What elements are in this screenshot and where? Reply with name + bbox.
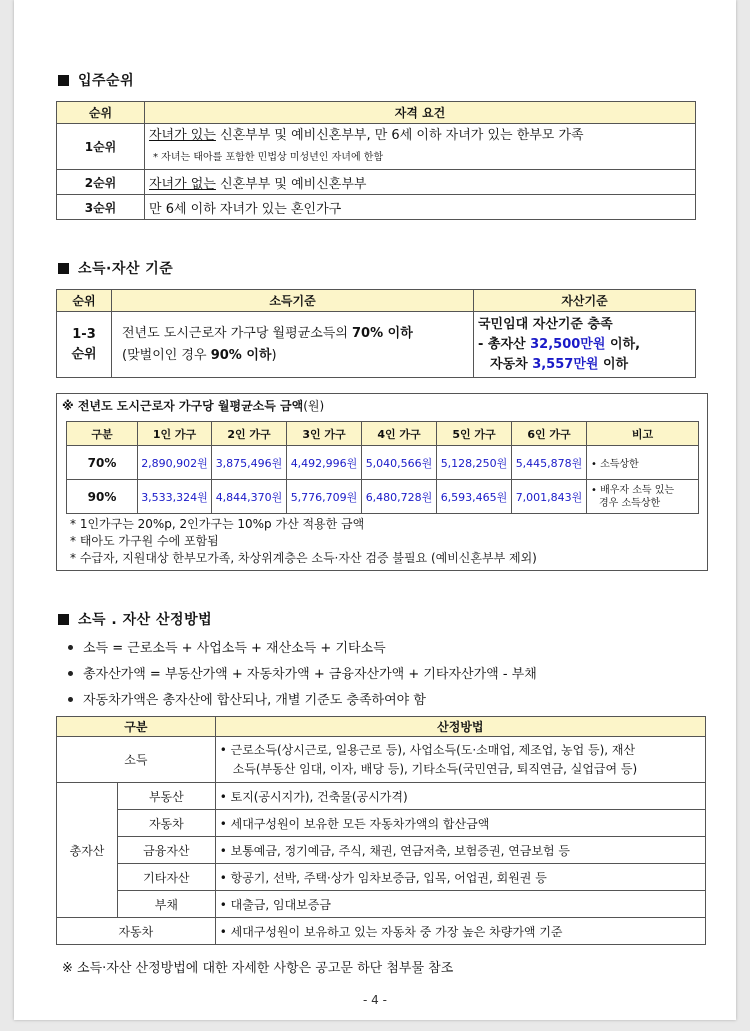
asset-amount: 3,557만원: [532, 356, 599, 372]
income-amount-cell: 5,445,878원: [512, 446, 587, 480]
rank-cell: [57, 312, 112, 378]
rank-line: 순위: [71, 346, 97, 362]
asset-amount: 32,500만원: [530, 336, 606, 352]
requirement-underline: 자녀가 없는: [149, 176, 216, 192]
asset-text: 이하,: [605, 336, 641, 352]
section-title-method: [58, 609, 212, 629]
remark-text: 경우 소득상한: [599, 497, 661, 509]
category-cell: 금융자산: [118, 837, 216, 864]
table-row: [57, 891, 706, 918]
table-row: [67, 480, 699, 514]
rank-cell: 1순위: [57, 124, 145, 170]
header-category: 구분: [67, 422, 138, 446]
section-title-text: 소득·자산 기준: [78, 261, 174, 277]
header-asset: 자산기준: [474, 290, 696, 312]
requirement-cell: [145, 124, 696, 170]
document-page: [14, 0, 736, 1020]
income-amount-cell: 4,844,370원: [212, 480, 287, 514]
table-row: [57, 864, 706, 891]
income-amount-cell: 7,001,843원: [512, 480, 587, 514]
table-row: [57, 810, 706, 837]
table-row: [57, 195, 696, 220]
section-title-criteria: [58, 258, 173, 278]
bullet-dot-icon: [68, 671, 73, 676]
header-method: 산정방법: [215, 717, 705, 737]
income-box-title-text: ※ 전년도 도시근로자 가구당 월평균소득 금액: [62, 399, 304, 413]
method-text: 소득(부동산 임대, 이자, 배당 등), 기타소득(국민연금, 퇴직연금, 실업급여 등): [232, 761, 638, 776]
requirement-cell: 만 6세 이하 자녀가 있는 혼인가구: [145, 195, 696, 220]
page-number: - 4 -: [363, 993, 387, 1007]
method-cell: • 보통예금, 정기예금, 주식, 채권, 연금저축, 보험증권, 연금보험 등: [215, 837, 705, 864]
income-amount-cell: 3,875,496원: [212, 446, 287, 480]
note-line: * 수급자, 지원대상 한부모가족, 차상위계층은 소득·자산 검증 불필요 (예비신혼부부 제외): [70, 551, 537, 565]
asset-text: 이하: [598, 356, 629, 372]
income-criteria-cell: [112, 312, 474, 378]
remark-text: • 배우자 소득 있는: [591, 484, 675, 496]
header-requirement: 자격 요건: [145, 102, 696, 124]
income-amount-cell: 5,040,566원: [362, 446, 437, 480]
income-text: ): [271, 347, 277, 363]
table-row: [67, 446, 699, 480]
square-bullet-icon: [58, 614, 69, 625]
table-row: [57, 837, 706, 864]
requirement-text: 신혼부부 및 예비신혼부부, 만 6세 이하 자녀가 있는 한부모 가족: [215, 128, 584, 143]
note-line: * 태아도 가구원 수에 포함됨: [70, 534, 219, 548]
table-row: [57, 783, 706, 810]
category-cell: 자동차: [118, 810, 216, 837]
requirement-underline: 자녀가 있는: [149, 128, 216, 143]
category-cell: 자동차: [57, 918, 216, 945]
header-household: 1인 가구: [138, 422, 212, 446]
table-row: [57, 170, 696, 195]
square-bullet-icon: [58, 263, 69, 274]
rank-line: 1-3: [72, 326, 96, 342]
income-threshold: 70% 이하: [352, 325, 413, 341]
method-cell: • 세대구성원이 보유한 모든 자동차가액의 합산금액: [215, 810, 705, 837]
square-bullet-icon: [58, 75, 69, 86]
bullet-text: 자동차가액은 총자산에 합산되나, 개별 기준도 충족하여야 함: [83, 693, 426, 708]
bullet-item: [64, 662, 537, 688]
income-amount-cell: 5,776,709원: [287, 480, 362, 514]
section-title-text: 소득 . 자산 산정방법: [78, 612, 213, 628]
category-cell: 소득: [57, 737, 216, 783]
requirement-text: 신혼부부 및 예비신혼부부: [215, 176, 367, 192]
rank-cell: 3순위: [57, 195, 145, 220]
header-category: 구분: [57, 717, 216, 737]
bullet-item: [64, 688, 537, 714]
asset-text: 자동차: [490, 356, 533, 372]
method-cell: • 대출금, 임대보증금: [215, 891, 705, 918]
income-box-notes: [70, 516, 537, 567]
income-amount-cell: 6,593,465원: [437, 480, 512, 514]
bullet-item: [64, 636, 537, 662]
remark-text: • 소득상한: [591, 459, 639, 470]
table-row: [57, 124, 696, 170]
income-amount-cell: 5,128,250원: [437, 446, 512, 480]
section-title-text: 입주순위: [78, 73, 135, 89]
bullet-text: 소득 = 근로소득 + 사업소득 + 재산소득 + 기타소득: [83, 641, 386, 656]
footnote: ※ 소득·자산 산정방법에 대한 자세한 사항은 공고문 하단 첨부물 참조: [62, 961, 454, 976]
income-amount-cell: 2,890,902원: [138, 446, 212, 480]
income-threshold: 90% 이하: [210, 347, 272, 363]
section-title-priority: [58, 70, 134, 90]
header-remark: 비고: [587, 422, 699, 446]
table-row: [57, 918, 706, 945]
bullet-dot-icon: [68, 697, 73, 702]
asset-group-cell: 총자산: [57, 783, 118, 918]
rank-cell: 2순위: [57, 170, 145, 195]
header-income: 소득기준: [112, 290, 474, 312]
income-amount-cell: 4,492,996원: [287, 446, 362, 480]
remark-cell: [587, 480, 699, 514]
asset-text: 국민임대 자산기준 충족: [478, 316, 613, 332]
table-row: [57, 737, 706, 783]
criteria-table: [56, 289, 696, 378]
income-amount-cell: 3,533,324원: [138, 480, 212, 514]
category-cell: 기타자산: [118, 864, 216, 891]
method-cell: [215, 737, 705, 783]
income-ratio-cell: 90%: [67, 480, 138, 514]
method-cell: • 항공기, 선박, 주택·상가 임차보증금, 입목, 어업권, 회원권 등: [215, 864, 705, 891]
table-row: [57, 312, 696, 378]
income-box-unit: (원): [303, 399, 325, 413]
header-household: 2인 가구: [212, 422, 287, 446]
note-line: * 1인가구는 20%p, 2인가구는 10%p 가산 적용한 금액: [70, 517, 365, 531]
category-cell: 부채: [118, 891, 216, 918]
requirement-note: * 자녀는 태아를 포함한 민법상 미성년인 자녀에 한함: [153, 152, 384, 163]
header-household: 5인 가구: [437, 422, 512, 446]
bullet-text: 총자산가액 = 부동산가액 + 자동차가액 + 금융자산가액 + 기타자산가액 - 부채: [83, 667, 537, 682]
income-ratio-cell: 70%: [67, 446, 138, 480]
calculation-method-table: [56, 716, 706, 945]
header-household: 3인 가구: [287, 422, 362, 446]
asset-criteria-cell: [474, 312, 696, 378]
method-bullets: [64, 636, 537, 714]
income-amount-cell: 6,480,728원: [362, 480, 437, 514]
header-rank: 순위: [57, 102, 145, 124]
header-household: 6인 가구: [512, 422, 587, 446]
income-text: 전년도 도시근로자 가구당 월평균소득의: [122, 325, 353, 341]
header-household: 4인 가구: [362, 422, 437, 446]
priority-table: [56, 101, 696, 220]
bullet-dot-icon: [68, 645, 73, 650]
income-text: (맞벌이인 경우: [122, 347, 211, 363]
method-cell: • 토지(공시지가), 건축물(공시가격): [215, 783, 705, 810]
asset-text: - 총자산: [478, 336, 531, 352]
category-cell: 부동산: [118, 783, 216, 810]
remark-cell: [587, 446, 699, 480]
method-cell: • 세대구성원이 보유하고 있는 자동차 중 가장 높은 차량가액 기준: [215, 918, 705, 945]
method-text: • 근로소득(상시근로, 일용근로 등), 사업소득(도·소매업, 제조업, 농업 등), 재산: [219, 742, 636, 757]
requirement-cell: [145, 170, 696, 195]
income-box-title: [62, 397, 324, 414]
income-amount-table: [66, 421, 699, 514]
header-rank: 순위: [57, 290, 112, 312]
